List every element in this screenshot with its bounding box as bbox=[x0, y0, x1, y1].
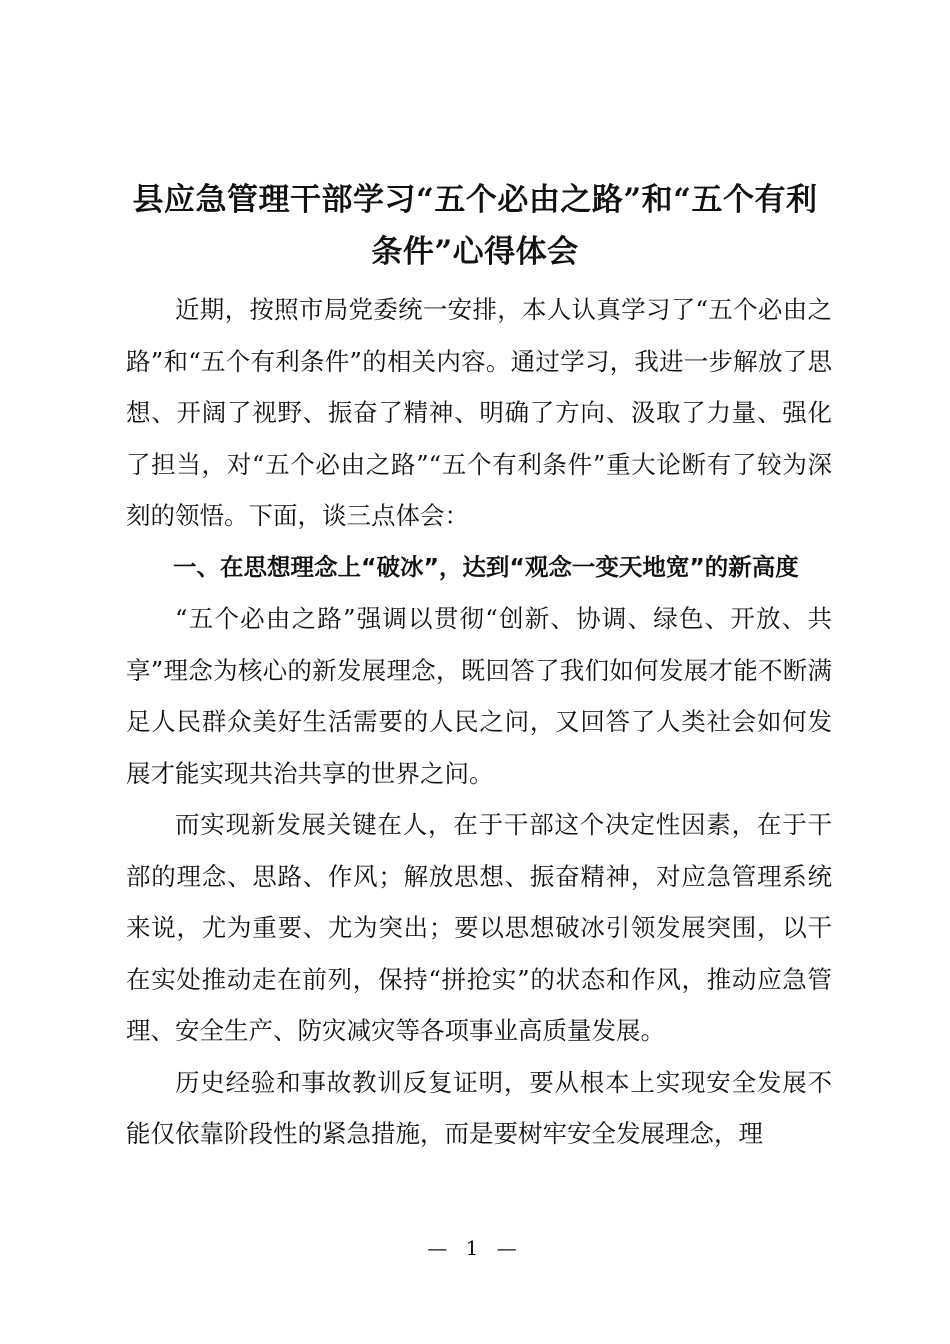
page-number: — 1 — bbox=[427, 1236, 523, 1260]
document-body bbox=[126, 284, 832, 1160]
section-heading-1: 一、在思想理念上“破冰”，达到“观念一变天地宽”的新高度 bbox=[173, 552, 799, 581]
body-paragraph: 而实现新发展关键在人，在于干部这个决定性因素，在于干部的理念、思路、作风；解放思想、振奋精神，对应急管理系统来说，尤为重要、尤为突出；要以思想破冰引领发展突围，以干在实处推动走在前列，保持“拼抢实”的状态和作风，推动应急管理、安全生产、防灾减灾等各项事业高质量发展。 bbox=[126, 810, 832, 1045]
body-paragraph: “五个必由之路”强调以贯彻“创新、协调、绿色、开放、共享”理念为核心的新发展理念，既回答了我们如何发展才能不断满足人民群众美好生活需要的人民之问，又回答了人类社会如何发展才能实现共治共享的世界之问。 bbox=[126, 604, 832, 788]
document-title: 县应急管理干部学习“五个必由之路”和“五个有利条件”心得体会 bbox=[132, 182, 818, 270]
body-paragraph: 历史经验和事故教训反复证明，要从根本上实现安全发展不能仅依靠阶段性的紧急措施，而是要树牢安全发展理念，理 bbox=[126, 1067, 832, 1148]
intro-paragraph: 近期，按照市局党委统一安排，本人认真学习了“五个必由之路”和“五个有利条件”的相关内容。通过学习，我进一步解放了思想、开阔了视野、振奋了精神、明确了方向、汲取了力量、强化了担当，对“五个必由之路”“五个有利条件”重大论断有了较为深刻的领悟。下面，谈三点体会： bbox=[126, 295, 832, 530]
